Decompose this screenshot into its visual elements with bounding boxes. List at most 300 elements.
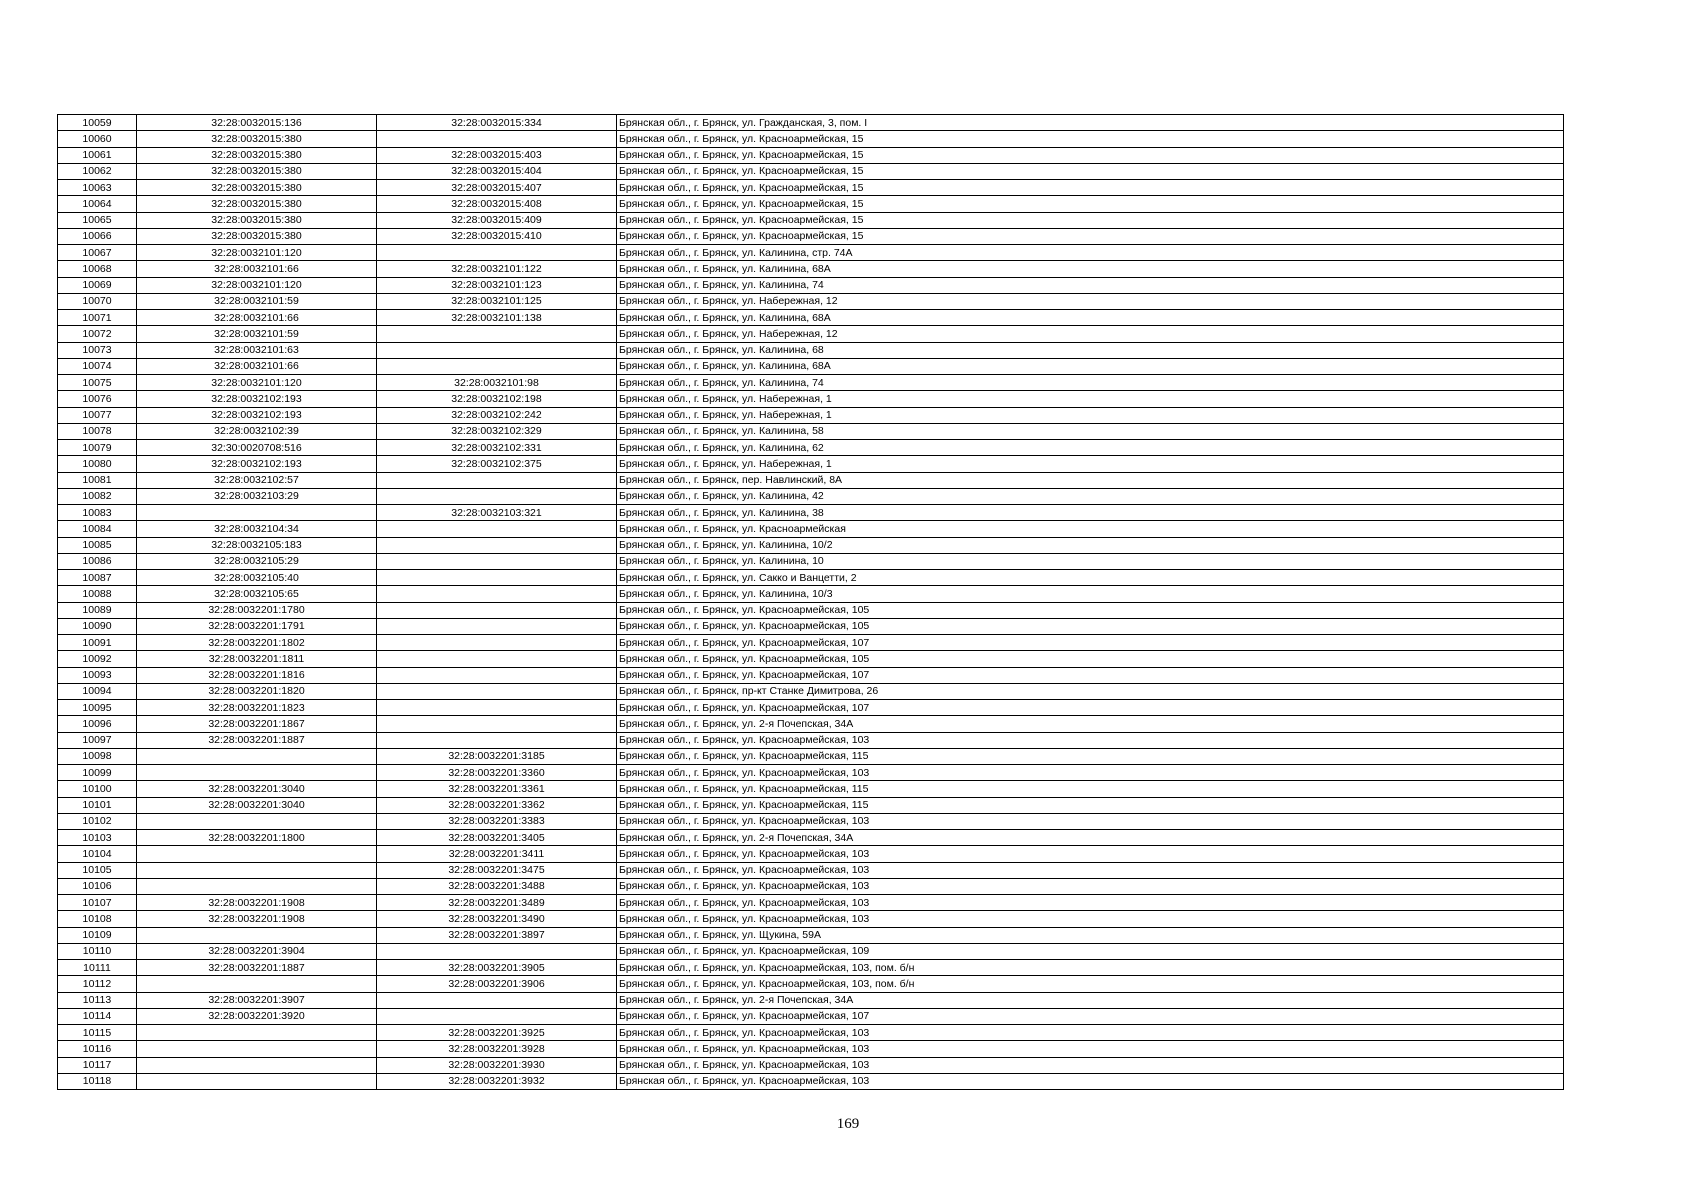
address-cell: Брянская обл., г. Брянск, ул. Красноармейская, 107	[617, 667, 1564, 683]
row-number-cell: 10085	[58, 537, 137, 553]
row-number-cell: 10077	[58, 407, 137, 423]
table-row	[58, 375, 1564, 391]
address-cell: Брянская обл., г. Брянск, ул. Набережная, 1	[617, 391, 1564, 407]
cadastral-number-cell	[137, 862, 377, 878]
cadastral-number-cell: 32:28:0032104:34	[137, 521, 377, 537]
table-row	[58, 228, 1564, 244]
related-cadastral-number-cell: 32:28:0032103:321	[377, 505, 617, 521]
address-cell: Брянская обл., г. Брянск, ул. Набережная, 1	[617, 407, 1564, 423]
cadastral-number-cell: 32:28:0032201:3040	[137, 781, 377, 797]
related-cadastral-number-cell: 32:28:0032201:3185	[377, 748, 617, 764]
related-cadastral-number-cell: 32:28:0032015:408	[377, 196, 617, 212]
address-cell: Брянская обл., г. Брянск, ул. Калинина, 74	[617, 375, 1564, 391]
table-row	[58, 927, 1564, 943]
row-number-cell: 10079	[58, 440, 137, 456]
address-cell: Брянская обл., г. Брянск, ул. Набережная, 12	[617, 293, 1564, 309]
related-cadastral-number-cell	[377, 618, 617, 634]
related-cadastral-number-cell: 32:28:0032015:334	[377, 115, 617, 131]
row-number-cell: 10061	[58, 147, 137, 163]
row-number-cell: 10107	[58, 895, 137, 911]
cadastral-number-cell	[137, 1057, 377, 1073]
table-row	[58, 586, 1564, 602]
related-cadastral-number-cell: 32:28:0032102:375	[377, 456, 617, 472]
table-row	[58, 618, 1564, 634]
address-cell: Брянская обл., г. Брянск, ул. Красноармейская, 105	[617, 618, 1564, 634]
cadastral-number-cell: 32:28:0032201:1811	[137, 651, 377, 667]
address-cell: Брянская обл., г. Брянск, ул. Красноармейская, 103	[617, 1057, 1564, 1073]
table-row	[58, 813, 1564, 829]
cadastral-number-cell: 32:28:0032101:59	[137, 293, 377, 309]
address-cell: Брянская обл., г. Брянск, ул. Калинина, 68А	[617, 261, 1564, 277]
related-cadastral-number-cell	[377, 732, 617, 748]
row-number-cell: 10074	[58, 358, 137, 374]
related-cadastral-number-cell: 32:28:0032102:331	[377, 440, 617, 456]
address-cell: Брянская обл., г. Брянск, ул. Калинина, 10/3	[617, 586, 1564, 602]
row-number-cell: 10067	[58, 245, 137, 261]
table-row	[58, 277, 1564, 293]
page-number: 169	[836, 1116, 860, 1132]
table-row	[58, 521, 1564, 537]
related-cadastral-number-cell	[377, 602, 617, 618]
address-cell: Брянская обл., г. Брянск, ул. Щукина, 59А	[617, 927, 1564, 943]
row-number-cell: 10112	[58, 976, 137, 992]
table-row	[58, 700, 1564, 716]
related-cadastral-number-cell	[377, 245, 617, 261]
row-number-cell: 10100	[58, 781, 137, 797]
register-table	[57, 114, 1564, 1090]
cadastral-number-cell	[137, 748, 377, 764]
cadastral-number-cell: 32:28:0032105:29	[137, 553, 377, 569]
cadastral-number-cell: 32:28:0032103:29	[137, 488, 377, 504]
address-cell: Брянская обл., г. Брянск, ул. Калинина, стр. 74А	[617, 245, 1564, 261]
cadastral-number-cell: 32:28:0032101:66	[137, 261, 377, 277]
related-cadastral-number-cell: 32:28:0032102:198	[377, 391, 617, 407]
row-number-cell: 10070	[58, 293, 137, 309]
table-row	[58, 976, 1564, 992]
related-cadastral-number-cell	[377, 521, 617, 537]
address-cell: Брянская обл., г. Брянск, ул. Набережная, 12	[617, 326, 1564, 342]
related-cadastral-number-cell	[377, 667, 617, 683]
address-cell: Брянская обл., г. Брянск, ул. Красноармейская, 103	[617, 911, 1564, 927]
related-cadastral-number-cell: 32:28:0032102:242	[377, 407, 617, 423]
row-number-cell: 10103	[58, 830, 137, 846]
row-number-cell: 10102	[58, 813, 137, 829]
row-number-cell: 10096	[58, 716, 137, 732]
row-number-cell: 10091	[58, 635, 137, 651]
related-cadastral-number-cell	[377, 943, 617, 959]
cadastral-number-cell: 32:28:0032102:193	[137, 456, 377, 472]
table-row	[58, 911, 1564, 927]
cadastral-number-cell	[137, 1041, 377, 1057]
address-cell: Брянская обл., г. Брянск, ул. Красноармейская, 109	[617, 943, 1564, 959]
table-row	[58, 1073, 1564, 1089]
row-number-cell: 10069	[58, 277, 137, 293]
related-cadastral-number-cell: 32:28:0032201:3489	[377, 895, 617, 911]
related-cadastral-number-cell: 32:28:0032201:3906	[377, 976, 617, 992]
register-table-body	[58, 115, 1564, 1090]
address-cell: Брянская обл., г. Брянск, ул. Калинина, 68А	[617, 310, 1564, 326]
table-row	[58, 651, 1564, 667]
address-cell: Брянская обл., г. Брянск, ул. Красноармейская, 15	[617, 131, 1564, 147]
address-cell: Брянская обл., г. Брянск, ул. Калинина, 68	[617, 342, 1564, 358]
cadastral-number-cell: 32:28:0032101:63	[137, 342, 377, 358]
table-row	[58, 505, 1564, 521]
address-cell: Брянская обл., г. Брянск, ул. Красноармейская, 107	[617, 700, 1564, 716]
row-number-cell: 10088	[58, 586, 137, 602]
related-cadastral-number-cell	[377, 358, 617, 374]
table-row	[58, 212, 1564, 228]
cadastral-number-cell: 32:28:0032201:3040	[137, 797, 377, 813]
address-cell: Брянская обл., г. Брянск, ул. Красноармейская, 115	[617, 781, 1564, 797]
table-row	[58, 732, 1564, 748]
table-row	[58, 180, 1564, 196]
cadastral-number-cell: 32:28:0032201:3920	[137, 1008, 377, 1024]
cadastral-number-cell: 32:28:0032201:1908	[137, 911, 377, 927]
address-cell: Брянская обл., г. Брянск, ул. Красноармейская, 103	[617, 765, 1564, 781]
row-number-cell: 10093	[58, 667, 137, 683]
row-number-cell: 10106	[58, 878, 137, 894]
table-row	[58, 992, 1564, 1008]
cadastral-number-cell	[137, 505, 377, 521]
row-number-cell: 10099	[58, 765, 137, 781]
row-number-cell: 10095	[58, 700, 137, 716]
related-cadastral-number-cell: 32:28:0032201:3405	[377, 830, 617, 846]
cadastral-number-cell	[137, 927, 377, 943]
row-number-cell: 10082	[58, 488, 137, 504]
table-row	[58, 261, 1564, 277]
row-number-cell: 10087	[58, 570, 137, 586]
row-number-cell: 10068	[58, 261, 137, 277]
table-row	[58, 196, 1564, 212]
table-row	[58, 781, 1564, 797]
related-cadastral-number-cell: 32:28:0032201:3475	[377, 862, 617, 878]
address-cell: Брянская обл., г. Брянск, ул. Калинина, 74	[617, 277, 1564, 293]
table-row	[58, 943, 1564, 959]
table-row	[58, 878, 1564, 894]
table-row	[58, 163, 1564, 179]
address-cell: Брянская обл., г. Брянск, ул. Красноармейская, 115	[617, 748, 1564, 764]
row-number-cell: 10075	[58, 375, 137, 391]
cadastral-number-cell: 32:28:0032101:59	[137, 326, 377, 342]
related-cadastral-number-cell: 32:28:0032201:3897	[377, 927, 617, 943]
cadastral-number-cell: 32:28:0032102:57	[137, 472, 377, 488]
cadastral-number-cell: 32:28:0032201:1802	[137, 635, 377, 651]
related-cadastral-number-cell: 32:28:0032201:3925	[377, 1025, 617, 1041]
row-number-cell: 10063	[58, 180, 137, 196]
related-cadastral-number-cell: 32:28:0032101:98	[377, 375, 617, 391]
table-row	[58, 456, 1564, 472]
related-cadastral-number-cell	[377, 716, 617, 732]
address-cell: Брянская обл., г. Брянск, ул. Красноармейская, 15	[617, 147, 1564, 163]
address-cell: Брянская обл., г. Брянск, ул. Красноармейская, 103	[617, 732, 1564, 748]
address-cell: Брянская обл., г. Брянск, ул. Красноармейская, 103	[617, 846, 1564, 862]
table-row	[58, 342, 1564, 358]
row-number-cell: 10110	[58, 943, 137, 959]
row-number-cell: 10111	[58, 960, 137, 976]
table-row	[58, 440, 1564, 456]
cadastral-number-cell	[137, 1025, 377, 1041]
address-cell: Брянская обл., г. Брянск, ул. Гражданская, 3, пом. I	[617, 115, 1564, 131]
cadastral-number-cell: 32:28:0032201:1820	[137, 683, 377, 699]
cadastral-number-cell: 32:28:0032101:66	[137, 310, 377, 326]
row-number-cell: 10108	[58, 911, 137, 927]
row-number-cell: 10118	[58, 1073, 137, 1089]
address-cell: Брянская обл., г. Брянск, ул. Набережная, 1	[617, 456, 1564, 472]
address-cell: Брянская обл., г. Брянск, ул. Красноармейская, 107	[617, 635, 1564, 651]
row-number-cell: 10116	[58, 1041, 137, 1057]
cadastral-number-cell: 32:28:0032105:40	[137, 570, 377, 586]
address-cell: Брянская обл., г. Брянск, ул. Красноармейская, 105	[617, 602, 1564, 618]
related-cadastral-number-cell	[377, 342, 617, 358]
row-number-cell: 10083	[58, 505, 137, 521]
cadastral-number-cell: 32:28:0032101:120	[137, 277, 377, 293]
address-cell: Брянская обл., г. Брянск, ул. Красноармейская, 15	[617, 163, 1564, 179]
table-row	[58, 407, 1564, 423]
row-number-cell: 10078	[58, 423, 137, 439]
address-cell: Брянская обл., г. Брянск, ул. Красноармейская, 15	[617, 228, 1564, 244]
table-row	[58, 960, 1564, 976]
cadastral-number-cell	[137, 813, 377, 829]
related-cadastral-number-cell: 32:28:0032201:3360	[377, 765, 617, 781]
related-cadastral-number-cell	[377, 683, 617, 699]
cadastral-number-cell: 32:28:0032105:183	[137, 537, 377, 553]
related-cadastral-number-cell	[377, 326, 617, 342]
cadastral-number-cell: 32:28:0032201:3907	[137, 992, 377, 1008]
row-number-cell: 10071	[58, 310, 137, 326]
cadastral-number-cell: 32:28:0032102:39	[137, 423, 377, 439]
table-row	[58, 131, 1564, 147]
table-row	[58, 293, 1564, 309]
address-cell: Брянская обл., г. Брянск, ул. Красноармейская, 107	[617, 1008, 1564, 1024]
address-cell: Брянская обл., г. Брянск, ул. Калинина, 38	[617, 505, 1564, 521]
row-number-cell: 10117	[58, 1057, 137, 1073]
cadastral-number-cell: 32:28:0032201:1887	[137, 732, 377, 748]
table-row	[58, 862, 1564, 878]
cadastral-number-cell: 32:28:0032201:1816	[137, 667, 377, 683]
table-row	[58, 310, 1564, 326]
address-cell: Брянская обл., г. Брянск, ул. Красноармейская, 103	[617, 1025, 1564, 1041]
row-number-cell: 10065	[58, 212, 137, 228]
row-number-cell: 10064	[58, 196, 137, 212]
related-cadastral-number-cell	[377, 700, 617, 716]
address-cell: Брянская обл., г. Брянск, ул. 2-я Почепская, 34А	[617, 830, 1564, 846]
cadastral-number-cell: 32:28:0032101:120	[137, 245, 377, 261]
table-row	[58, 716, 1564, 732]
related-cadastral-number-cell	[377, 570, 617, 586]
address-cell: Брянская обл., г. Брянск, ул. Красноармейская, 15	[617, 180, 1564, 196]
row-number-cell: 10072	[58, 326, 137, 342]
cadastral-number-cell: 32:28:0032201:1800	[137, 830, 377, 846]
cadastral-number-cell: 32:28:0032105:65	[137, 586, 377, 602]
related-cadastral-number-cell	[377, 553, 617, 569]
row-number-cell: 10114	[58, 1008, 137, 1024]
table-row	[58, 570, 1564, 586]
cadastral-number-cell	[137, 1073, 377, 1089]
related-cadastral-number-cell: 32:28:0032201:3383	[377, 813, 617, 829]
related-cadastral-number-cell	[377, 1008, 617, 1024]
cadastral-number-cell: 32:28:0032015:380	[137, 131, 377, 147]
table-row	[58, 1008, 1564, 1024]
row-number-cell: 10089	[58, 602, 137, 618]
row-number-cell: 10101	[58, 797, 137, 813]
cadastral-number-cell: 32:28:0032015:380	[137, 212, 377, 228]
related-cadastral-number-cell	[377, 488, 617, 504]
register-table-container	[57, 114, 1563, 1090]
table-row	[58, 602, 1564, 618]
cadastral-number-cell: 32:28:0032015:380	[137, 147, 377, 163]
table-row	[58, 1057, 1564, 1073]
table-row	[58, 553, 1564, 569]
table-row	[58, 245, 1564, 261]
row-number-cell: 10104	[58, 846, 137, 862]
row-number-cell: 10080	[58, 456, 137, 472]
table-row	[58, 895, 1564, 911]
table-row	[58, 635, 1564, 651]
address-cell: Брянская обл., г. Брянск, ул. Красноармейская, 15	[617, 212, 1564, 228]
table-row	[58, 683, 1564, 699]
row-number-cell: 10076	[58, 391, 137, 407]
address-cell: Брянская обл., г. Брянск, пер. Навлинский, 8А	[617, 472, 1564, 488]
row-number-cell: 10066	[58, 228, 137, 244]
related-cadastral-number-cell: 32:28:0032102:329	[377, 423, 617, 439]
address-cell: Брянская обл., г. Брянск, ул. Красноармейская, 105	[617, 651, 1564, 667]
cadastral-number-cell	[137, 976, 377, 992]
row-number-cell: 10073	[58, 342, 137, 358]
related-cadastral-number-cell	[377, 131, 617, 147]
related-cadastral-number-cell: 32:28:0032015:407	[377, 180, 617, 196]
address-cell: Брянская обл., г. Брянск, ул. Калинина, 10	[617, 553, 1564, 569]
related-cadastral-number-cell: 32:28:0032201:3361	[377, 781, 617, 797]
related-cadastral-number-cell: 32:28:0032101:138	[377, 310, 617, 326]
address-cell: Брянская обл., г. Брянск, ул. Красноармейская, 103, пом. б/н	[617, 960, 1564, 976]
related-cadastral-number-cell: 32:28:0032015:404	[377, 163, 617, 179]
address-cell: Брянская обл., г. Брянск, ул. Красноармейская, 103	[617, 878, 1564, 894]
related-cadastral-number-cell	[377, 472, 617, 488]
cadastral-number-cell: 32:28:0032015:380	[137, 163, 377, 179]
row-number-cell: 10092	[58, 651, 137, 667]
row-number-cell: 10090	[58, 618, 137, 634]
table-row	[58, 1025, 1564, 1041]
cadastral-number-cell: 32:28:0032015:380	[137, 196, 377, 212]
address-cell: Брянская обл., г. Брянск, ул. Сакко и Ванцетти, 2	[617, 570, 1564, 586]
row-number-cell: 10084	[58, 521, 137, 537]
related-cadastral-number-cell	[377, 586, 617, 602]
cadastral-number-cell	[137, 846, 377, 862]
address-cell: Брянская обл., г. Брянск, ул. Красноармейская, 115	[617, 797, 1564, 813]
cadastral-number-cell: 32:28:0032015:380	[137, 180, 377, 196]
address-cell: Брянская обл., г. Брянск, ул. Красноармейская, 103	[617, 862, 1564, 878]
address-cell: Брянская обл., г. Брянск, ул. Красноармейская, 103	[617, 895, 1564, 911]
table-row	[58, 326, 1564, 342]
cadastral-number-cell: 32:28:0032101:66	[137, 358, 377, 374]
row-number-cell: 10060	[58, 131, 137, 147]
row-number-cell: 10113	[58, 992, 137, 1008]
cadastral-number-cell: 32:28:0032201:1823	[137, 700, 377, 716]
address-cell: Брянская обл., г. Брянск, ул. Калинина, 42	[617, 488, 1564, 504]
cadastral-number-cell: 32:30:0020708:516	[137, 440, 377, 456]
address-cell: Брянская обл., г. Брянск, ул. Красноармейская, 15	[617, 196, 1564, 212]
related-cadastral-number-cell: 32:28:0032201:3932	[377, 1073, 617, 1089]
cadastral-number-cell: 32:28:0032201:1908	[137, 895, 377, 911]
table-row	[58, 147, 1564, 163]
table-row	[58, 423, 1564, 439]
cadastral-number-cell: 32:28:0032201:3904	[137, 943, 377, 959]
related-cadastral-number-cell: 32:28:0032201:3362	[377, 797, 617, 813]
row-number-cell: 10081	[58, 472, 137, 488]
related-cadastral-number-cell: 32:28:0032201:3928	[377, 1041, 617, 1057]
row-number-cell: 10086	[58, 553, 137, 569]
row-number-cell: 10097	[58, 732, 137, 748]
cadastral-number-cell: 32:28:0032015:380	[137, 228, 377, 244]
table-row	[58, 765, 1564, 781]
address-cell: Брянская обл., г. Брянск, ул. 2-я Почепская, 34А	[617, 716, 1564, 732]
address-cell: Брянская обл., г. Брянск, ул. 2-я Почепская, 34А	[617, 992, 1564, 1008]
cadastral-number-cell: 32:28:0032015:136	[137, 115, 377, 131]
address-cell: Брянская обл., г. Брянск, ул. Красноармейская, 103	[617, 813, 1564, 829]
cadastral-number-cell	[137, 878, 377, 894]
address-cell: Брянская обл., г. Брянск, ул. Красноармейская	[617, 521, 1564, 537]
row-number-cell: 10062	[58, 163, 137, 179]
table-row	[58, 1041, 1564, 1057]
related-cadastral-number-cell	[377, 651, 617, 667]
table-row	[58, 830, 1564, 846]
related-cadastral-number-cell: 32:28:0032201:3905	[377, 960, 617, 976]
table-row	[58, 358, 1564, 374]
related-cadastral-number-cell: 32:28:0032015:403	[377, 147, 617, 163]
related-cadastral-number-cell: 32:28:0032201:3930	[377, 1057, 617, 1073]
related-cadastral-number-cell	[377, 537, 617, 553]
related-cadastral-number-cell: 32:28:0032101:123	[377, 277, 617, 293]
related-cadastral-number-cell: 32:28:0032101:122	[377, 261, 617, 277]
table-row	[58, 748, 1564, 764]
row-number-cell: 10059	[58, 115, 137, 131]
related-cadastral-number-cell: 32:28:0032101:125	[377, 293, 617, 309]
address-cell: Брянская обл., г. Брянск, пр-кт Станке Димитрова, 26	[617, 683, 1564, 699]
related-cadastral-number-cell	[377, 635, 617, 651]
table-row	[58, 488, 1564, 504]
table-row	[58, 472, 1564, 488]
cadastral-number-cell: 32:28:0032201:1791	[137, 618, 377, 634]
related-cadastral-number-cell: 32:28:0032015:410	[377, 228, 617, 244]
table-row	[58, 797, 1564, 813]
address-cell: Брянская обл., г. Брянск, ул. Калинина, 68А	[617, 358, 1564, 374]
row-number-cell: 10094	[58, 683, 137, 699]
table-row	[58, 667, 1564, 683]
related-cadastral-number-cell: 32:28:0032201:3490	[377, 911, 617, 927]
related-cadastral-number-cell: 32:28:0032201:3488	[377, 878, 617, 894]
address-cell: Брянская обл., г. Брянск, ул. Красноармейская, 103	[617, 1073, 1564, 1089]
related-cadastral-number-cell: 32:28:0032201:3411	[377, 846, 617, 862]
related-cadastral-number-cell	[377, 992, 617, 1008]
cadastral-number-cell: 32:28:0032201:1887	[137, 960, 377, 976]
cadastral-number-cell	[137, 765, 377, 781]
table-row	[58, 115, 1564, 131]
address-cell: Брянская обл., г. Брянск, ул. Калинина, 58	[617, 423, 1564, 439]
row-number-cell: 10115	[58, 1025, 137, 1041]
address-cell: Брянская обл., г. Брянск, ул. Красноармейская, 103, пом. б/н	[617, 976, 1564, 992]
cadastral-number-cell: 32:28:0032201:1780	[137, 602, 377, 618]
row-number-cell: 10105	[58, 862, 137, 878]
row-number-cell: 10109	[58, 927, 137, 943]
table-row	[58, 391, 1564, 407]
table-row	[58, 846, 1564, 862]
address-cell: Брянская обл., г. Брянск, ул. Калинина, 62	[617, 440, 1564, 456]
row-number-cell: 10098	[58, 748, 137, 764]
cadastral-number-cell: 32:28:0032201:1867	[137, 716, 377, 732]
cadastral-number-cell: 32:28:0032101:120	[137, 375, 377, 391]
address-cell: Брянская обл., г. Брянск, ул. Красноармейская, 103	[617, 1041, 1564, 1057]
cadastral-number-cell: 32:28:0032102:193	[137, 391, 377, 407]
